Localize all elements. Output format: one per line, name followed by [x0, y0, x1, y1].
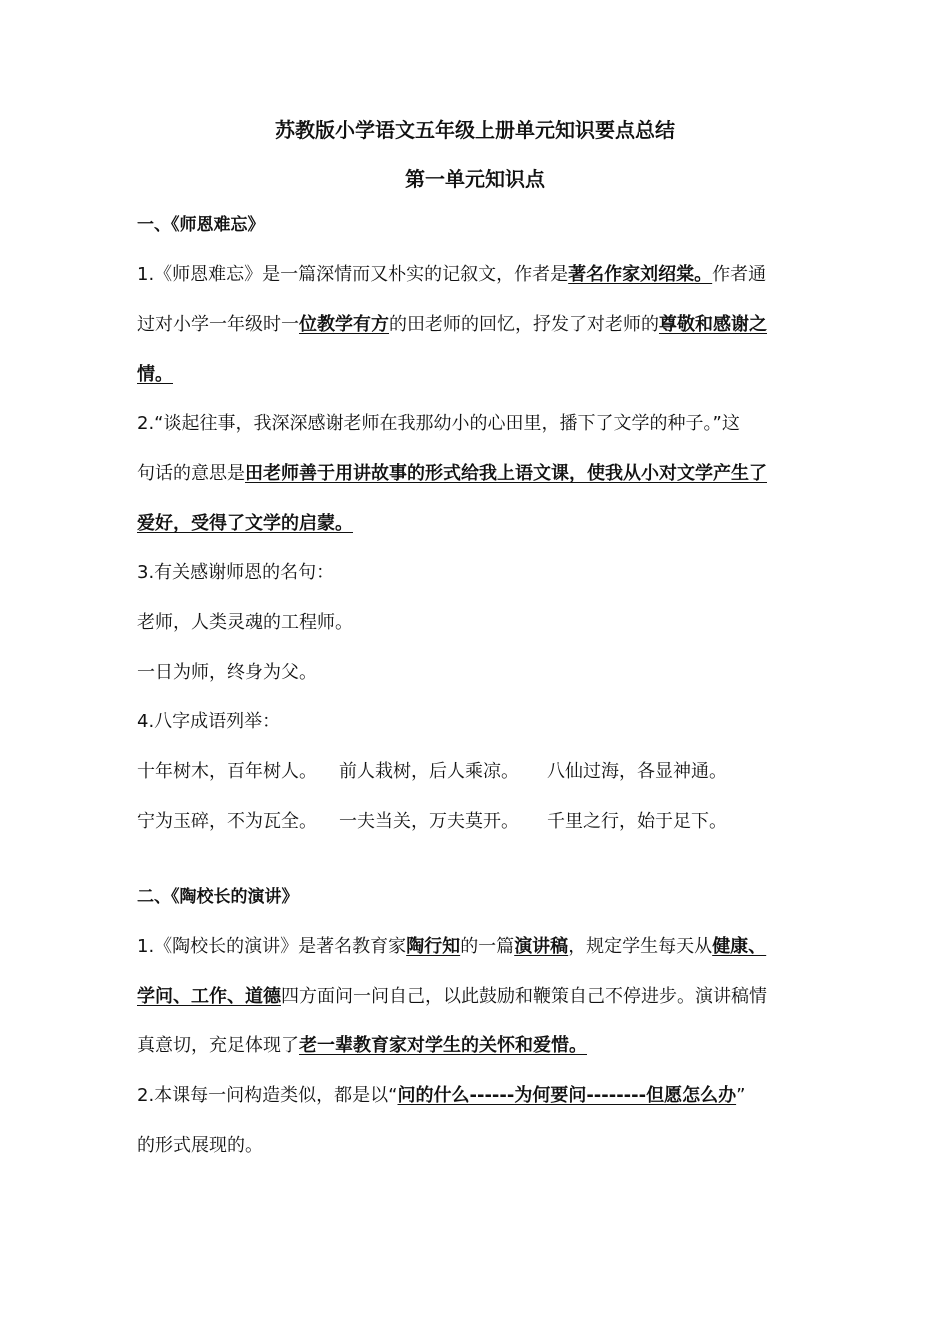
idiom: 一夫当关，万夫莫开。 — [339, 811, 519, 832]
key-point: 健康、 — [712, 936, 767, 957]
key-point: 田老师善于用讲故事的形式给我上语文课，使我从小对文学产生了 — [245, 463, 767, 484]
text-run: 1.《师恩难忘》是一篇深情而又朴实的记叙文，作者是 — [137, 264, 569, 285]
idiom-row — [137, 810, 817, 834]
text-run: 2.“谈起往事，我深深感谢老师在我那幼小的心田里，播下了文学的种子。”这 — [137, 413, 740, 434]
paragraph-line: 3.有关感谢师恩的名句： — [137, 562, 335, 583]
key-point: 尊敬和感谢之 — [659, 314, 767, 335]
text-run: 过对小学一年级时一 — [137, 314, 299, 335]
paragraph-line — [137, 363, 817, 387]
text-run: ” — [736, 1085, 746, 1106]
paragraph-line: 4.八字成语列举： — [137, 711, 281, 732]
paragraph-line — [137, 313, 817, 337]
paragraph-line — [137, 1084, 817, 1108]
text-run: 作者通 — [712, 264, 767, 285]
idiom: 十年树木，百年树人。 — [137, 761, 317, 782]
key-point: 学问、工作、道德 — [137, 986, 281, 1007]
text-run: 四方面问一问自己，以此鼓励和鞭策自己不停进步。演讲稿情 — [281, 986, 767, 1007]
text-run: 真意切，充足体现了 — [137, 1035, 299, 1056]
key-point: 陶行知 — [406, 936, 461, 957]
idiom: 八仙过海，各显神通。 — [547, 761, 727, 782]
quote-line: 老师，人类灵魂的工程师。 — [137, 612, 353, 633]
idiom: 宁为玉碎，不为瓦全。 — [137, 811, 317, 832]
paragraph-line — [137, 1034, 817, 1058]
text-run: 2.本课每一问构造类似，都是以“ — [137, 1085, 398, 1106]
idiom: 前人栽树，后人乘凉。 — [339, 761, 519, 782]
paragraph-line — [137, 412, 817, 436]
key-point: 老一辈教育家对学生的关怀和爱惜。 — [299, 1035, 587, 1056]
key-point: 著名作家刘绍棠。 — [568, 264, 713, 285]
section-heading-2: 二、《陶校长的演讲》 — [137, 887, 299, 907]
text-run: 1.《陶校长的演讲》是著名教育家 — [137, 936, 407, 957]
key-point: 位教学有方 — [299, 314, 389, 335]
text-run: 句话的意思是 — [137, 463, 245, 484]
paragraph-line — [137, 462, 817, 486]
key-point: 情。 — [137, 364, 173, 385]
idiom: 千里之行，始于足下。 — [547, 811, 727, 832]
unit-title: 第一单元知识点 — [405, 167, 545, 191]
idiom-row — [137, 760, 817, 784]
text-run: 的一篇 — [460, 936, 515, 957]
quote-line: 一日为师，终身为父。 — [137, 662, 317, 683]
paragraph-line — [137, 985, 817, 1009]
paragraph-line — [137, 263, 817, 287]
document-title: 苏教版小学语文五年级上册单元知识要点总结 — [275, 118, 675, 142]
key-point: 演讲稿 — [514, 936, 569, 957]
paragraph-line — [137, 512, 817, 536]
text-run: 的田老师的回忆，抒发了对老师的 — [389, 314, 659, 335]
key-point: 爱好，受得了文学的启蒙。 — [137, 513, 353, 534]
paragraph-line — [137, 935, 817, 959]
text-run: ，规定学生每天从 — [568, 936, 713, 957]
key-point: 问的什么------为何要问--------但愿怎么办 — [397, 1085, 737, 1106]
paragraph-line: 的形式展现的。 — [137, 1135, 263, 1156]
section-heading-1: 一、《师恩难忘》 — [137, 215, 265, 235]
